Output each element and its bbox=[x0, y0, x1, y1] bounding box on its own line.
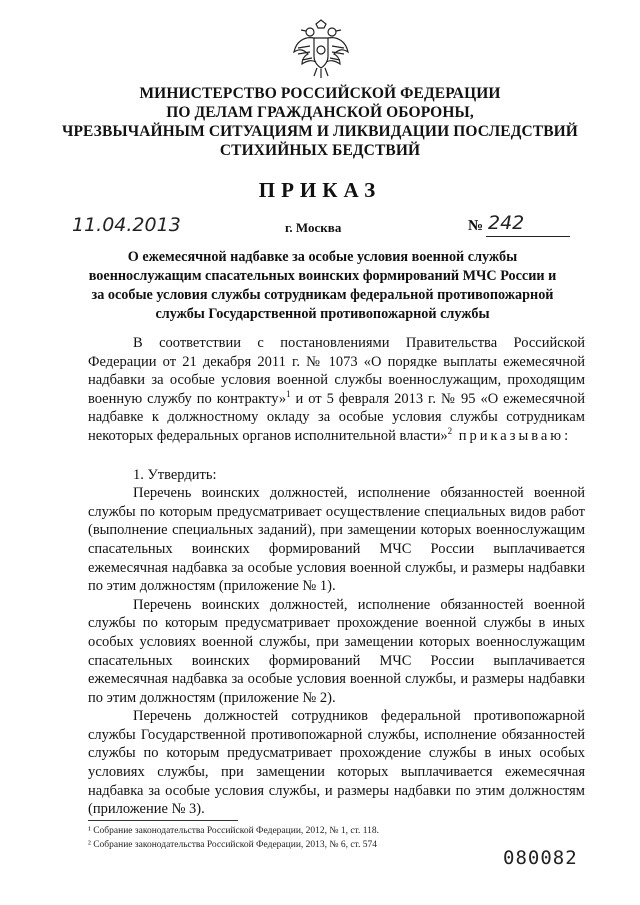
subject-line: за особые условия службы сотрудникам федеральной противопожарной bbox=[91, 287, 554, 303]
ministry-line: ПО ДЕЛАМ ГРАЖДАНСКОЙ ОБОРОНЫ, bbox=[166, 104, 474, 121]
subject-line: военнослужащим спасательных воинских формирований МЧС России и bbox=[88, 268, 557, 284]
order-body bbox=[88, 334, 585, 819]
stamp-number: 080082 bbox=[503, 847, 578, 869]
ministry-line: СТИХИЙНЫХ БЕДСТВИЙ bbox=[219, 142, 421, 159]
body-paragraph: Перечень воинских должностей, исполнение обязанностей военной службы по которым предусматривает прохождение военной службы в иных особых условиях военной службы, при замещении которых военнослужащим спасательных воинских формирований МЧС России выплачивается ежемесячная надбавка за особые условия военной службы, и размеры надбавки по этим должностям (приложение № 2). bbox=[88, 596, 585, 706]
subject-line: О ежемесячной надбавке за особые условия военной службы bbox=[127, 249, 518, 265]
order-title: ПРИКАЗ bbox=[258, 178, 382, 202]
ministry-line: МИНИСТЕРСТВО РОССИЙСКОЙ ФЕДЕРАЦИИ bbox=[139, 85, 501, 102]
double-headed-eagle-icon bbox=[290, 18, 352, 80]
preamble-text-1: В соответствии с постановлениями Правительства Российской Федерации от 21 декабря 2011 г. № 1073 «О порядке выплаты ежемесячной надбавки за особые условия военной службы военнослужащим, проходящим военную службу по контракту» bbox=[88, 335, 585, 407]
order-date: 11.04.2013 bbox=[72, 214, 181, 236]
footnote-divider bbox=[88, 820, 238, 821]
preamble-paragraph bbox=[88, 334, 585, 446]
ministry-header bbox=[60, 84, 580, 160]
order-subject bbox=[70, 248, 575, 324]
body-paragraph: Перечень должностей сотрудников федеральной противопожарной службы Государственной противопожарной службы, исполнение обязанностей службы по которым предусматривает прохождение службы в иных особых условиях службы, при замещении которых выплачивается ежемесячная надбавка за особые условия службы, и размеры надбавки по этим должностям (приложение № 3). bbox=[88, 708, 585, 818]
preamble-text-2: и от 5 февраля 2013 г. № 95 «О ежемесячной надбавке к должностному окладу за особые условия службы сотрудникам некоторых федеральных органов исполнительной власти» bbox=[88, 390, 585, 444]
order-number: 242 bbox=[488, 212, 525, 234]
footnote-1: ¹ Собрание законодательства Российской Федерации, 2012, № 1, ст. 118. bbox=[88, 826, 380, 836]
preamble-command: приказываю: bbox=[452, 427, 572, 444]
item-1-heading: 1. Утвердить: bbox=[133, 466, 217, 483]
ministry-line: ЧРЕЗВЫЧАЙНЫМ СИТУАЦИЯМ И ЛИКВИДАЦИИ ПОСЛЕДСТВИЙ bbox=[62, 123, 578, 140]
subject-line: службы Государственной противопожарной службы bbox=[155, 306, 490, 322]
order-number-underline bbox=[486, 236, 570, 237]
footnote-ref-2: 2 bbox=[447, 426, 453, 437]
order-city: г. Москва bbox=[285, 220, 342, 235]
footnote-2: ² Собрание законодательства Российской Федерации, 2013, № 6, ст. 574 bbox=[88, 840, 377, 850]
order-number-prefix: № bbox=[468, 218, 484, 234]
order-meta-row bbox=[0, 212, 640, 240]
footnote-ref-1: 1 bbox=[286, 388, 291, 399]
body-paragraph: Перечень воинских должностей, исполнение обязанностей военной службы по которым предусматривает осуществление специальных видов работ (выполнение специальных заданий), при замещении которых военнослужащим спасательных воинских формирований МЧС России выплачивается ежемесячная надбавка за особые условия военной службы, и размеры надбавки по этим должностям (приложение № 1). bbox=[88, 485, 585, 595]
